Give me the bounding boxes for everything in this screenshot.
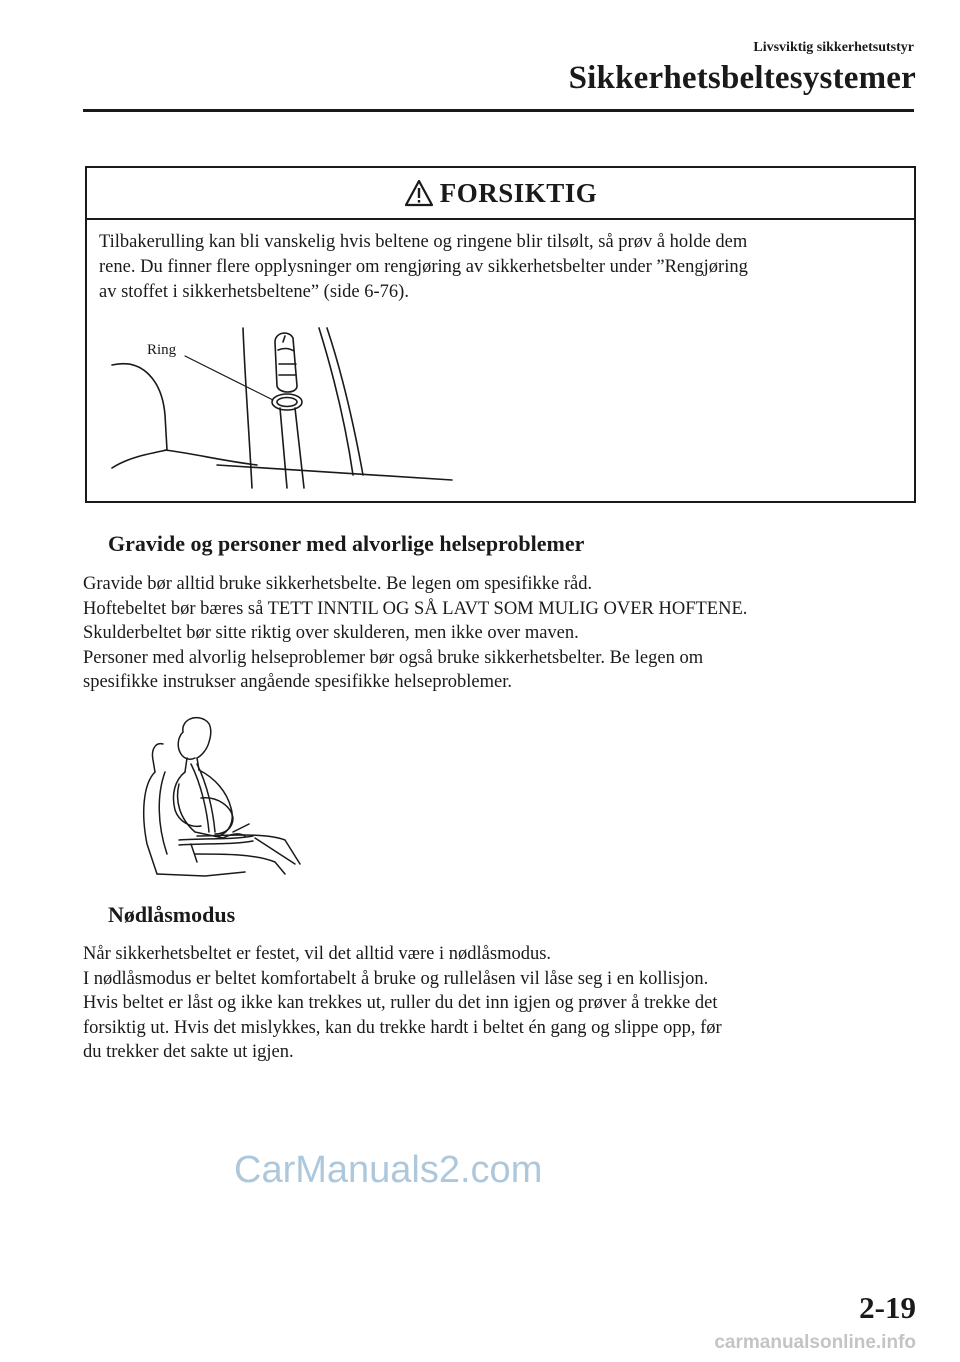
- footer-watermark: carmanualsonline.info: [714, 1332, 916, 1353]
- body-line: Hvis beltet er låst og ikke kan trekkes ut, ruller du det inn igjen og prøver å trekke det: [83, 993, 718, 1013]
- seatbelt-ring-illustration: [107, 320, 467, 490]
- header-divider: [83, 109, 914, 112]
- body-line: forsiktig ut. Hvis det mislykkes, kan du trekke hardt i beltet én gang og slippe opp, før: [83, 1017, 722, 1038]
- section-label: Livsviktig sikkerhetsutstyr: [753, 40, 914, 55]
- body-line: Skulderbeltet bør sitte riktig over skulderen, men ikke over maven.: [83, 623, 579, 643]
- body-line: spesifikke instrukser angående spesifikke helseproblemer.: [83, 672, 512, 692]
- page-number: 2-19: [859, 1290, 916, 1325]
- emergency-lock-body: [83, 942, 923, 1065]
- body-line: du trekker det sakte ut igjen.: [83, 1042, 294, 1062]
- caution-line: av stoffet i sikkerhetsbeltene” (side 6-76).: [99, 282, 409, 302]
- caution-title: FORSIKTIG: [439, 177, 598, 208]
- body-line: Gravide bør alltid bruke sikkerhetsbelte. Be legen om spesifikke råd.: [83, 574, 593, 594]
- caution-header: [87, 168, 914, 220]
- caution-line: Tilbakerulling kan bli vanskelig hvis beltene og ringene blir tilsølt, så prøv å holde dem: [99, 232, 748, 252]
- section-heading-pregnant: Gravide og personer med alvorlige helseproblemer: [108, 531, 585, 556]
- ring-label: Ring: [147, 342, 177, 358]
- body-line: Når sikkerhetsbeltet er festet, vil det alltid være i nødlåsmodus.: [83, 944, 552, 964]
- caution-text: [99, 230, 904, 305]
- body-line: Personer med alvorlig helseproblemer bør også bruke sikkerhetsbelter. Be legen om: [83, 647, 704, 668]
- page-title: Sikkerhetsbeltesystemer: [568, 60, 916, 96]
- caution-line: rene. Du finner flere opplysninger om rengjøring av sikkerhetsbelter under ”Rengjøring: [99, 257, 748, 277]
- warning-triangle-icon: [404, 179, 434, 207]
- pregnant-woman-illustration: [135, 714, 305, 879]
- section-heading-emergency-lock: Nødlåsmodus: [108, 902, 236, 927]
- body-line: Hoftebeltet bør bæres så TETT INNTIL OG SÅ LAVT SOM MULIG OVER HOFTENE.: [83, 598, 748, 619]
- body-line: I nødlåsmodus er beltet komfortabelt å bruke og rullelåsen vil låse seg i en kollisjon.: [83, 968, 709, 989]
- watermark-text: CarManuals2.com: [234, 1149, 543, 1191]
- caution-box: [85, 166, 916, 503]
- pregnant-body: [83, 572, 923, 695]
